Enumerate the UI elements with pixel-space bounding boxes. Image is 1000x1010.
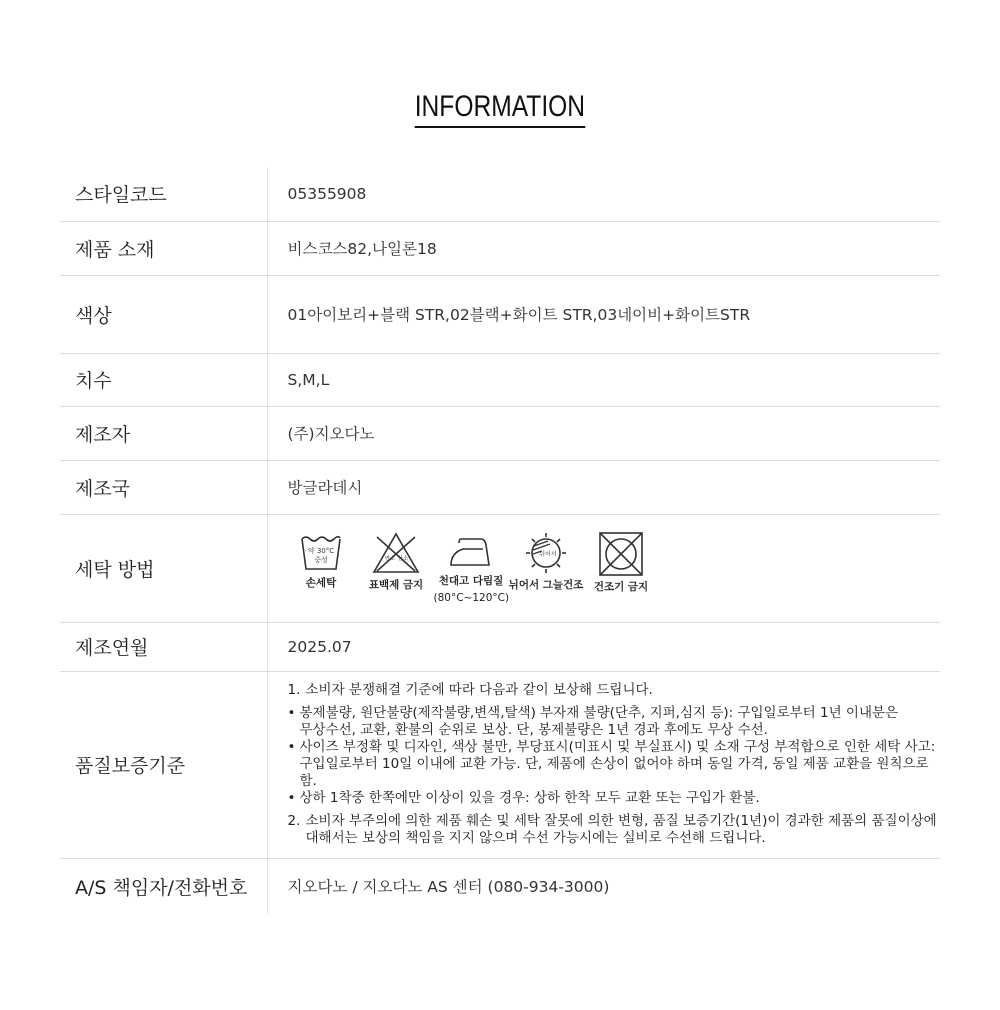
washing-label: 세탁 방법: [60, 514, 267, 622]
table-row: [60, 622, 940, 671]
table-row: [60, 460, 940, 514]
quality-label: 품질보증기준: [60, 671, 267, 858]
material-value: 비스코스82,나일론18: [267, 221, 940, 275]
size-value: S,M,L: [267, 353, 940, 406]
table-row: [60, 275, 940, 353]
hand-wash-temp: 약 30°C: [307, 547, 335, 555]
list-item: • 봉제불량, 원단불량(제작불량,변색,탈색) 부자재 불량(단추, 지퍼,심지 등): 구입일로부터 1년 이내분은 무상수선, 교환, 환불의 순위로 보상. 단, 봉제불량은 1년 경과 후에도 무상 수선.: [287, 705, 899, 738]
care-item: [434, 531, 509, 605]
shade-dry-inner: 뉘어서: [539, 551, 557, 558]
section-title-wrap: [0, 90, 1000, 128]
product-info-table: [60, 167, 940, 914]
care-item: [509, 531, 584, 605]
table-row: [60, 671, 940, 858]
care-symbols: [284, 531, 940, 605]
hand-wash-detergent: 중성: [314, 556, 328, 564]
color-value: 01아이보리+블랙 STR,02블랙+화이트 STR,03네이비+화이트STR: [267, 275, 940, 353]
maker-value: (주)지오다노: [267, 406, 940, 460]
care-item: [584, 531, 659, 605]
no-bleach-oxygen: 산소: [397, 556, 409, 562]
color-label: 색상: [60, 275, 267, 353]
shade-dry-icon: [522, 531, 570, 575]
care-caption: 천대고 다림질: [438, 575, 504, 587]
style-code-label: 스타일코드: [60, 167, 267, 221]
manufactured-label: 제조연월: [60, 622, 267, 671]
no-bleach-icon: [371, 531, 421, 575]
maker-label: 제조자: [60, 406, 267, 460]
table-row: [60, 406, 940, 460]
country-label: 제조국: [60, 460, 267, 514]
as-value: 지오다노 / 지오다노 AS 센터 (080-934-3000): [287, 878, 610, 897]
no-bleach-chlorine: 염소: [384, 556, 396, 562]
as-label: A/S 책임자/전화번호: [60, 858, 267, 914]
care-caption: 손세탁: [305, 577, 337, 589]
list-item: 2. 소비자 부주의에 의한 제품 훼손 및 세탁 잘못에 의한 변형, 품질 보증기간(1년)이 경과한 제품의 품질이상에 대해서는 보상의 책임을 지지 않으며 수선 가능시에는 실비로 수선해 드립니다.: [287, 813, 937, 846]
country-value: 방글라데시: [267, 460, 940, 514]
table-row: [60, 353, 940, 406]
table-row: [60, 167, 940, 221]
section-title: INFORMATION: [415, 90, 585, 128]
care-caption-temp: (80°C~120°C): [433, 592, 510, 604]
table-row: [60, 514, 940, 622]
care-item: [284, 531, 359, 605]
size-label: 치수: [60, 353, 267, 406]
no-tumble-dry-icon: [597, 531, 645, 577]
list-item: 1. 소비자 분쟁해결 기준에 따라 다음과 같이 보상해 드립니다.: [287, 682, 653, 698]
style-code-value: 05355908: [267, 167, 940, 221]
list-item: • 사이즈 부정확 및 디자인, 색상 불만, 부당표시(미표시 및 부실표시) 및 소재 구성 부적합으로 인한 세탁 사고: 구입일로부터 10일 이내에 교환 가능. 단, 제품에 손상이 없어야 하며 동일 가격, 동일 제품 교환을 원칙으로 함.: [287, 739, 936, 789]
quality-guarantee-text: [288, 682, 940, 847]
manufactured-value: 2025.07: [267, 622, 940, 671]
table-row: [60, 221, 940, 275]
quality-value: [267, 671, 940, 858]
care-item: [359, 531, 434, 605]
list-item: • 상하 1착중 한쪽에만 이상이 있을 경우: 상하 한착 모두 교환 또는 구입가 환불.: [287, 790, 760, 806]
care-caption: 표백제 금지: [368, 579, 424, 591]
care-caption: 건조기 금지: [593, 581, 649, 593]
hand-wash-icon: [298, 531, 344, 573]
table-row: [60, 858, 940, 914]
material-label: 제품 소재: [60, 221, 267, 275]
iron-icon: [447, 531, 495, 571]
washing-value: [267, 514, 940, 622]
care-caption: 뉘어서 그늘건조: [508, 579, 584, 591]
